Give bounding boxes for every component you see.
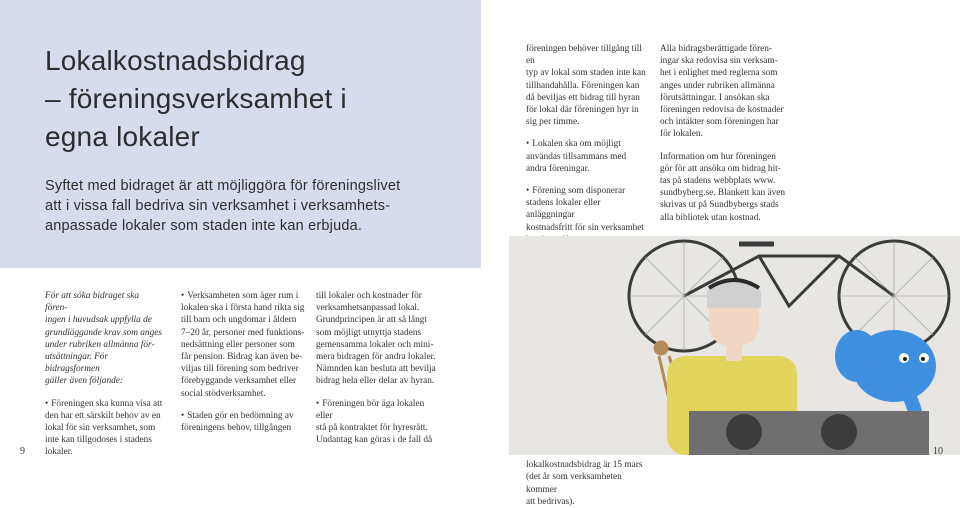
text-line: viljas till förening som bedriver [181, 364, 299, 375]
text-line: alla bibliotek utan kostnad. [660, 212, 761, 223]
text-line: kostnadsfritt för sin verksamhet [526, 222, 644, 233]
text-line: utsättningar. För bidragsformen [45, 352, 109, 375]
text-line: Grundprincipen är att så långt [316, 315, 428, 326]
text-line: lokalen ska i första hand rikta sig [181, 303, 305, 314]
text-line: För att söka bidraget ska fören- [45, 291, 139, 314]
text-line: förutsättningar. I ansökan ska [660, 92, 770, 103]
text-line: anges under rubriken allmänna [660, 80, 775, 91]
text-line: Nämnden kan besluta att bevilja [316, 364, 436, 375]
text-line: sig per timme. [526, 117, 580, 128]
text-line: • Staden gör en bedömning av [181, 410, 306, 422]
bullet-item [526, 138, 651, 175]
text-line: lokaler. [45, 447, 73, 458]
text-line: gemensamma lokaler och mini- [316, 339, 434, 350]
text-line: het i enlighet med reglerna som [660, 68, 778, 79]
text-line: lokal för sin verksamhet, som [45, 423, 156, 434]
text-line: för lokalen. [660, 129, 703, 140]
text-line: • Verksamheten som äger rum i [181, 290, 306, 302]
paragraph [526, 43, 651, 128]
text-line: grundläggande krav som anges [45, 327, 162, 338]
text-line: 7–20 år, personer med funktions- [181, 327, 305, 338]
text-line: föreningen redovisa de kostnader [660, 105, 784, 116]
text-line: användas tillsammans med [526, 151, 627, 162]
text-line: ingar ska redovisa sin verksam- [660, 56, 778, 67]
text-line: verksamhetsanpassad lokal. [316, 303, 420, 314]
text-line: gör för att ansöka om bidrag hit- [660, 163, 781, 174]
left-column-3 [316, 290, 441, 446]
intro-line: anpassade lokaler som staden inte kan erbjuda. [45, 218, 363, 234]
text-line: social stödverksamhet. [181, 388, 266, 399]
text-line: typ av lokal som staden inte kan [526, 68, 646, 79]
left-column-2 [181, 290, 306, 434]
text-line: inte kan tillgodoses i stadens [45, 435, 152, 446]
text-line: under rubriken allmänna för- [45, 339, 155, 350]
title-line-1: Lokalkostnadsbidrag [45, 45, 306, 76]
text-line: då beviljas ett bidrag till hyran [526, 92, 640, 103]
intro-text [45, 176, 465, 236]
text-line: förebyggande verksamhet eller [181, 376, 297, 387]
text-line: skrivas ut på Sundbybergs stads [660, 200, 779, 211]
text-line: Information om hur föreningen [660, 151, 776, 162]
text-line: som möjligt utnyttja stadens [316, 327, 422, 338]
text-line: • Föreningen ska kunna visa att [45, 398, 163, 410]
text-line: föreningens behov, tillgången [181, 423, 292, 434]
text-line: stå på kontraktet för hyresrätt. [316, 423, 428, 434]
text-line: Undantag kan göras i de fall då [316, 435, 433, 446]
text-line: andra föreningar. [526, 163, 590, 174]
text-line: • Förening som disponerar [526, 185, 651, 197]
text-line: får pension. Bidrag kan även be- [181, 352, 303, 363]
left-column-1 [45, 290, 163, 459]
text-line: gäller även följande: [45, 376, 123, 387]
text-line: för lokal där föreningen hyr in [526, 105, 639, 116]
title-line-3: egna lokaler [45, 121, 200, 152]
text-line: den har ett särskilt behov av en [45, 410, 161, 421]
title-line-2: – föreningsverksamhet i [45, 83, 347, 114]
text-line: lokalkostnadsbidrag är 15 mars [526, 460, 643, 471]
text-line: tas på stadens webbplats www. [660, 176, 776, 187]
bullet-item [181, 410, 306, 434]
text-line: stadens lokaler eller anläggningar [526, 198, 601, 221]
text-line: mera bidragen för andra lokaler. [316, 352, 436, 363]
text-line: att bedrivas). [526, 496, 575, 507]
bullet-item [45, 398, 163, 459]
text-line: • Lokalen ska om möjligt [526, 138, 651, 150]
text-line: föreningen behöver tillgång till en [526, 44, 642, 67]
text-line: ingen i huvudsak uppfylla de [45, 315, 152, 326]
photo-dj-woman [509, 236, 960, 455]
text-line: och intäkter som föreningen har [660, 117, 779, 128]
text-line: Alla bidragsberättigade fören- [660, 44, 773, 54]
text-line: • Föreningen bör äga lokalen eller [316, 398, 441, 422]
bullet-item [181, 290, 306, 400]
text-line: bidrag hela eller delar av hyran. [316, 376, 435, 387]
text-line: till lokaler och kostnader för [316, 291, 422, 301]
paragraph [316, 290, 441, 388]
photo-illustration [509, 236, 960, 455]
bullet-item [316, 398, 441, 447]
page-number-left: 9 [20, 446, 25, 457]
right-column-2 [660, 43, 790, 224]
intro-line: att i vissa fall bedriva sin verksamhet i verksamhets- [45, 198, 391, 214]
text-line: sundbyberg.se. Blankett kan även [660, 188, 786, 199]
text-line: till barn och ungdomar i åldern [181, 315, 297, 326]
paragraph [660, 43, 790, 141]
text-line: tillhandahålla. Föreningen kan [526, 80, 640, 91]
requirements-intro [45, 290, 163, 388]
page-title [45, 42, 465, 156]
text-line: nedsättning eller personer som [181, 339, 295, 350]
intro-line: Syftet med bidraget är att möjliggöra för föreningslivet [45, 178, 401, 194]
page-number-right: 10 [933, 446, 943, 457]
text-line: (det år som verksamheten kommer [526, 472, 622, 495]
paragraph [660, 151, 790, 224]
